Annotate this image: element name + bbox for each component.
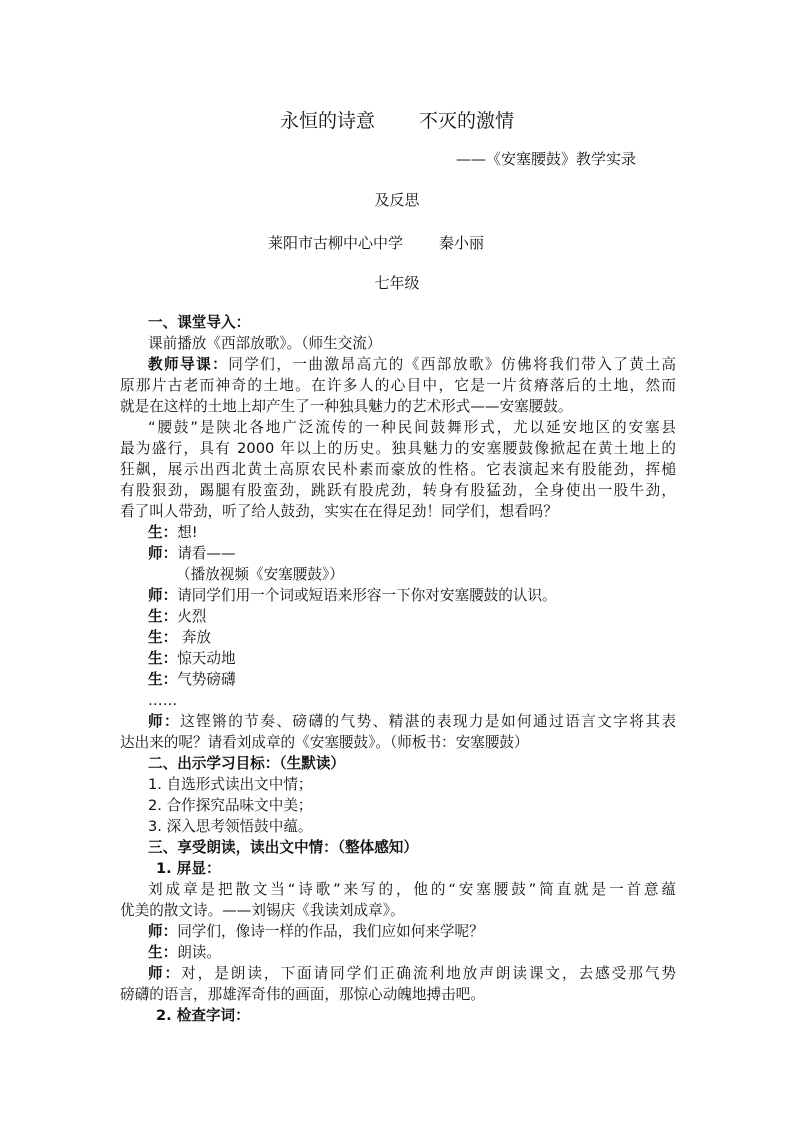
title-part-1: 永恒的诗意 bbox=[279, 110, 375, 132]
goal-item: 1. 自选形式读出文中情； bbox=[148, 776, 313, 793]
speaker-label: 生： bbox=[148, 524, 178, 541]
subtitle-line-2: 及反思 bbox=[374, 191, 420, 209]
quote-line: 优美的散文诗。——刘锡庆《我读刘成章》。 bbox=[120, 902, 405, 919]
dialogue-line bbox=[120, 585, 676, 606]
speaker-label: 生： bbox=[148, 671, 178, 688]
quote-line: 刘成章是把散文当“诗歌”来写的，他的“安塞腰鼓”简直就是一首意蕴 bbox=[148, 881, 676, 898]
speaker-label: 生： bbox=[148, 944, 178, 961]
speaker-label: 生： bbox=[148, 650, 178, 667]
dialogue-text: 朗读。 bbox=[177, 944, 221, 961]
speaker-label: 师： bbox=[148, 965, 182, 982]
grade-label: 七年级 bbox=[374, 274, 420, 292]
speaker-label: 师： bbox=[148, 545, 178, 562]
author-line bbox=[268, 232, 484, 253]
video-note: （播放视频《安塞腰鼓》） bbox=[176, 566, 344, 583]
subsection-heading: 2. 检查字词： bbox=[156, 1007, 250, 1024]
answer-line bbox=[120, 648, 676, 669]
speaker-label: 生： bbox=[148, 629, 178, 646]
speaker-label: 师： bbox=[148, 587, 178, 604]
dialogue-line bbox=[120, 921, 676, 942]
paragraph-line: 同学们，一曲激昂高亢的《西部放歌》仿佛将我们带入了黄土高 bbox=[228, 356, 676, 373]
title-part-2: 不灭的激情 bbox=[419, 110, 515, 132]
dialogue-text: 这铿锵的节奏、磅礴的气势、精湛的表现力是如何通过语言文字将其表 bbox=[180, 713, 676, 730]
document-title bbox=[0, 106, 794, 133]
paragraph-line: 原那片古老而神奇的土地。在许多人的心目中，它是一片贫瘠落后的土地，然而 bbox=[120, 377, 676, 394]
dialogue-line bbox=[120, 963, 676, 984]
dialogue-text: 同学们，像诗一样的作品，我们应如何来学呢？ bbox=[177, 923, 484, 940]
speaker-label: 教师导课： bbox=[148, 356, 229, 373]
paragraph-line: 狂飙，展示出西北黄土高原农民朴素而豪放的性格。它表演起来有股能劲，挥槌 bbox=[120, 461, 676, 478]
dialogue-line bbox=[120, 942, 676, 963]
paragraph: 课前播放《西部放歌》。（师生交流） bbox=[148, 335, 382, 352]
goal-item: 3. 深入思考领悟鼓中蕴。 bbox=[148, 818, 313, 835]
answer-text: 惊天动地 bbox=[177, 650, 236, 667]
paragraph-line: 最为盛行，具有 2000 年以上的历史。独具魅力的安塞腰鼓像掀起在黄土地上的 bbox=[120, 440, 676, 457]
paragraph-line: 磅礴的语言，那雄浑奇伟的画面，那惊心动魄地搏击吧。 bbox=[120, 986, 485, 1003]
answer-line bbox=[120, 669, 676, 690]
subsection-heading: 1. 屏显： bbox=[156, 860, 221, 877]
answer-line bbox=[120, 627, 676, 648]
subtitle-line-1: ——《安塞腰鼓》教学实录 bbox=[456, 150, 637, 168]
paragraph-line: 有股狠劲，踢腿有股蛮劲，跳跃有股虎劲，转身有股猛劲，全身使出一股牛劲， bbox=[120, 482, 676, 499]
goal-item: 2. 合作探究品味文中美； bbox=[148, 797, 313, 814]
section-2-heading: 二、出示学习目标：（生默读） bbox=[148, 755, 346, 772]
school-name: 莱阳市古柳中心中学 bbox=[268, 234, 404, 252]
author-name: 秦小丽 bbox=[439, 234, 485, 252]
section-3-heading: 三、享受朗读，读出文中情：（整体感知） bbox=[148, 839, 418, 856]
dialogue-text: 想! bbox=[177, 524, 198, 541]
section-1-heading: 一、课堂导入： bbox=[148, 314, 251, 331]
dialogue-text: 请看—— bbox=[177, 545, 236, 562]
paragraph-line: 看了叫人带劲，听了给人鼓劲，实实在在得足劲！同学们，想看吗？ bbox=[120, 503, 558, 520]
dialogue-line bbox=[120, 543, 676, 564]
paragraph-line: 达出来的呢？请看刘成章的《安塞腰鼓》。（师板书：安塞腰鼓） bbox=[120, 734, 529, 751]
answer-text: 气势磅礴 bbox=[177, 671, 236, 688]
dialogue-line bbox=[120, 711, 676, 732]
dialogue-text: 请同学们用一个词或短语来形容一下你对安塞腰鼓的认识。 bbox=[177, 587, 557, 604]
answer-text: 火烈 bbox=[177, 608, 207, 625]
dialogue-line bbox=[120, 522, 676, 543]
paragraph-line: 就是在这样的土地上却产生了一种独具魅力的艺术形式——安塞腰鼓。 bbox=[120, 398, 573, 415]
document-body bbox=[120, 312, 676, 1026]
speaker-label: 师： bbox=[148, 923, 178, 940]
speaker-label: 生： bbox=[148, 608, 178, 625]
ellipsis: …… bbox=[148, 692, 178, 709]
paragraph-line: “腰鼓”是陕北各地广泛流传的一种民间鼓舞形式，尤以延安地区的安塞县 bbox=[148, 419, 676, 436]
dialogue-text: 对，是朗读，下面请同学们正确流利地放声朗读课文，去感受那气势 bbox=[181, 965, 676, 982]
answer-line bbox=[120, 606, 676, 627]
answer-text: 奔放 bbox=[177, 629, 212, 646]
speaker-label: 师： bbox=[148, 713, 181, 730]
